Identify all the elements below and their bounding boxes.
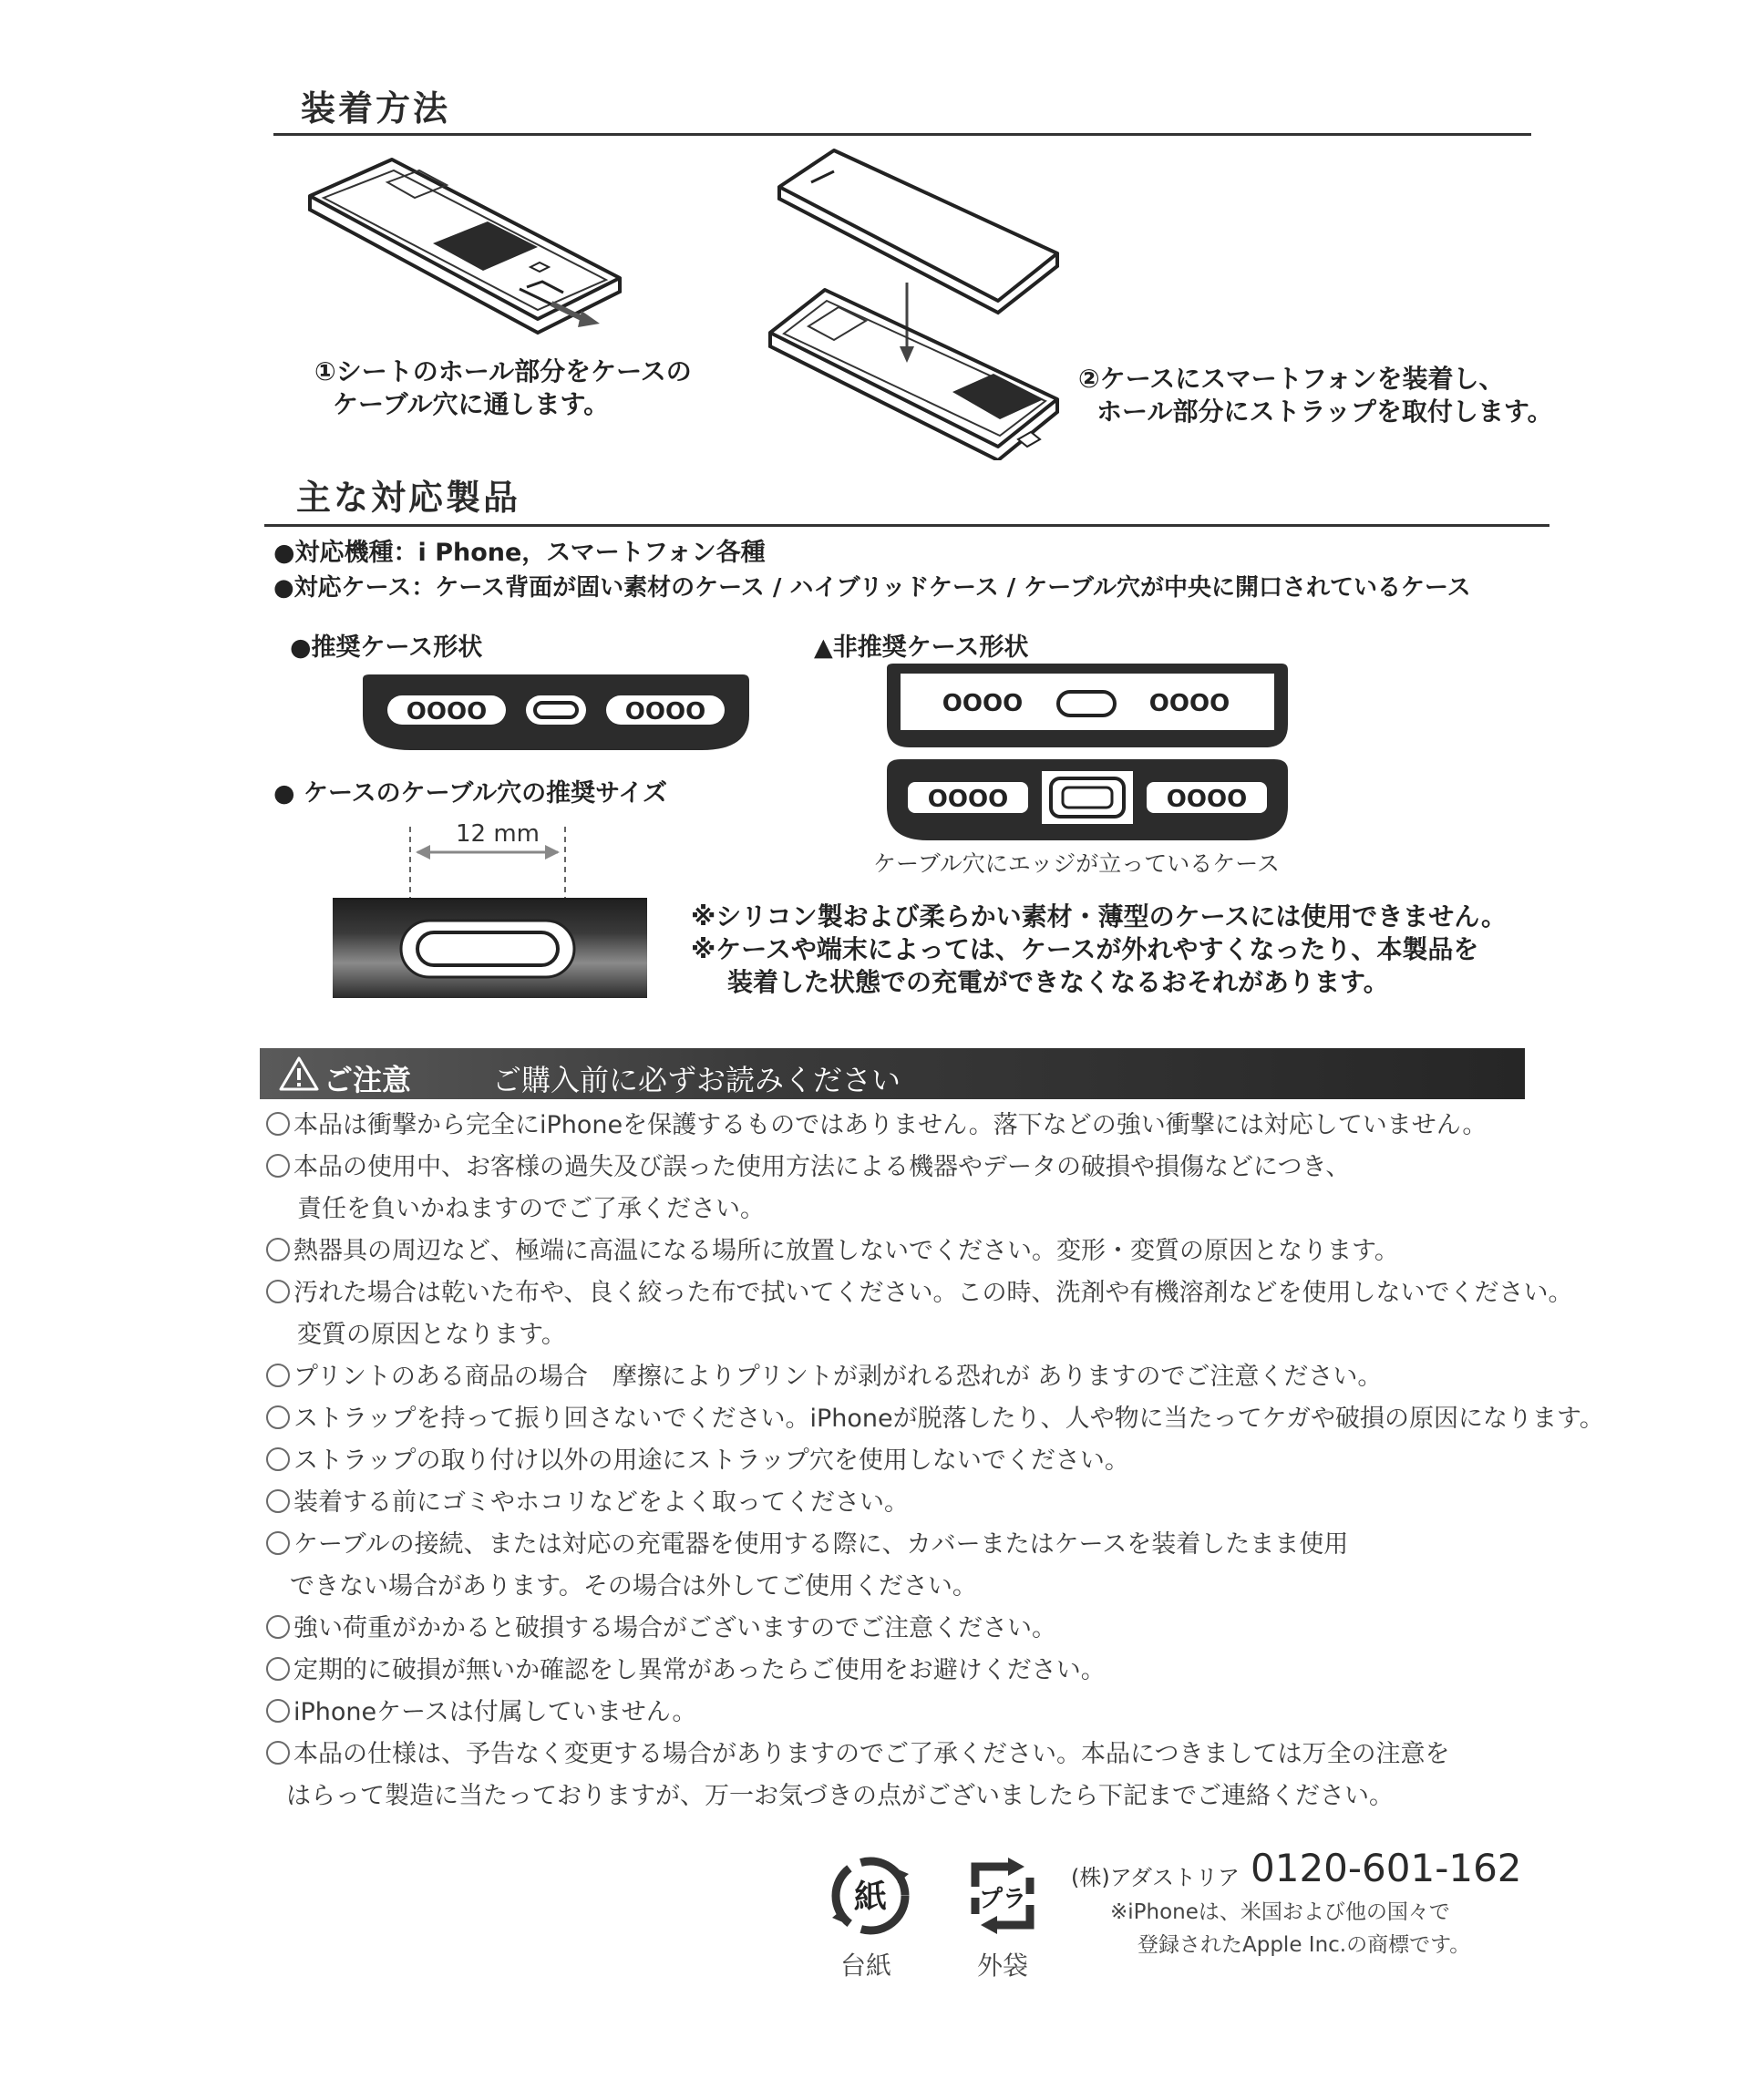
paper-recycle-icon	[825, 1850, 916, 1941]
circle-bullet-icon	[266, 1112, 290, 1136]
circle-bullet-icon	[266, 1364, 290, 1387]
caution-item: 強い荷重がかかると破損する場合がございますのでご注意ください。	[266, 1608, 1056, 1650]
circle-bullet-icon	[266, 1154, 290, 1178]
caution-heading: ご購入前に必ずお読みください	[492, 1063, 901, 1097]
caution-item: iPhoneケースは付属していません。	[266, 1692, 696, 1734]
edge-case-caption: ケーブル穴にエッジが立っているケース	[873, 850, 1281, 877]
warning-silicone: ※シリコン製および柔らかい素材・薄型のケースには使用できません。	[691, 901, 1507, 932]
warning-detach-line1: ※ケースや端末によっては、ケースが外れやすくなったり、本製品を	[691, 934, 1479, 964]
step2-caption-line2: ホール部分にストラップを取付します。	[1096, 396, 1553, 427]
circle-bullet-icon	[266, 1657, 290, 1681]
recommended-case-shape	[355, 670, 757, 757]
section-divider-products	[264, 524, 1549, 527]
section-title-install: 装着方法	[301, 88, 451, 129]
caution-item-continued: 責任を負いかねますのでご了承ください。	[297, 1195, 765, 1223]
caution-item: 本品の仕様は、予告なく変更する場合がありますのでご了承ください。本品につきましては万全の注意を	[266, 1734, 1449, 1776]
caution-item-continued: はらって製造に当たっておりますが、万一お気づきの点がございましたら下記までご連絡ください。	[286, 1782, 1394, 1810]
svg-text:OOOO: OOOO	[942, 690, 1024, 717]
caution-item: ストラップの取り付け以外の用途にストラップ穴を使用しないでください。	[266, 1440, 1129, 1482]
svg-text:OOOO: OOOO	[406, 698, 488, 726]
circle-bullet-icon	[266, 1741, 290, 1765]
plastic-recycle-icon	[957, 1850, 1048, 1941]
recommended-shape-label: ●推奨ケース形状	[290, 633, 483, 662]
svg-text:OOOO: OOOO	[927, 786, 1009, 813]
svg-text:OOOO: OOOO	[1166, 786, 1248, 813]
caution-item: プリントのある商品の場合 摩擦によりプリントが剥がれる恐れが ありますのでご注意ください。	[266, 1356, 1382, 1398]
step2-caption-line1: ②ケースにスマートフォンを装着し、	[1078, 364, 1505, 394]
section-title-products: 主な対応製品	[296, 478, 521, 518]
circle-bullet-icon	[266, 1699, 290, 1723]
trademark-note-line1: ※iPhoneは、米国および他の国々で	[1110, 1900, 1450, 1924]
circle-bullet-icon	[266, 1489, 290, 1513]
paper-mark-text: 紙	[853, 1879, 888, 1916]
section-divider	[273, 133, 1531, 136]
circle-bullet-icon	[266, 1615, 290, 1639]
step1-caption-line1: ①シートのホール部分をケースの	[314, 356, 692, 386]
trademark-note-line2: 登録されたApple Inc.の商標です。	[1138, 1933, 1471, 1957]
company-name: (株)アダストリア	[1071, 1865, 1240, 1890]
caution-item: 熱器具の周辺など、極端に高温になる場所に放置しないでください。変形・変質の原因となります。	[266, 1230, 1399, 1272]
case-with-sheet-illustration	[283, 150, 629, 346]
phone-into-case-illustration	[752, 141, 1071, 460]
caution-item: ケーブルの接続、または対応の充電器を使用する際に、カバーまたはケースを装着したまま使用	[266, 1524, 1348, 1566]
step1-caption-line2: ケーブル穴に通します。	[333, 389, 610, 419]
caution-item-continued: できない場合があります。その場合は外してご使用ください。	[290, 1572, 977, 1601]
caution-item: ストラップを持って振り回さないでください。iPhoneが脱落したり、人や物に当たってケガや破損の原因になります。	[266, 1398, 1604, 1440]
caution-item: 本品は衝撃から完全にiPhoneを保護するものではありません。落下などの強い衝撃には対応していません。	[266, 1105, 1487, 1147]
caution-badge-label: ご注意	[324, 1063, 412, 1097]
compatible-models: ●対応機種：i Phone，スマートフォン各種	[273, 539, 766, 567]
svg-text:OOOO: OOOO	[1148, 690, 1230, 717]
warning-triangle-icon	[278, 1055, 320, 1092]
contact-phone: 0120-601-162	[1251, 1846, 1522, 1890]
caution-banner	[260, 1048, 1525, 1099]
paper-recycle-label: 台紙	[840, 1951, 892, 1981]
not-recommended-case-shape-1	[882, 661, 1292, 752]
recommended-hole-size-label: ● ケースのケーブル穴の推奨サイズ	[273, 779, 668, 808]
warning-detach-line2: 装着した状態での充電ができなくなるおそれがあります。	[727, 967, 1389, 997]
caution-item: 汚れた場合は乾いた布や、良く絞った布で拭いてください。この時、洗剤や有機溶剤などを使用しないでください。	[266, 1272, 1572, 1314]
caution-item: 装着する前にゴミやホコリなどをよく取ってください。	[266, 1482, 909, 1524]
circle-bullet-icon	[266, 1405, 290, 1429]
circle-bullet-icon	[266, 1238, 290, 1261]
caution-item: 定期的に破損が無いか確認をし異常があったらご使用をお避けください。	[266, 1650, 1106, 1692]
plastic-mark-text: プラ	[978, 1886, 1027, 1913]
plastic-recycle-label: 外袋	[977, 1951, 1029, 1981]
circle-bullet-icon	[266, 1447, 290, 1471]
not-recommended-case-shape-2	[882, 757, 1292, 848]
circle-bullet-icon	[266, 1280, 290, 1303]
hole-size-value: 12 mm	[456, 820, 540, 848]
caution-item-continued: 変質の原因となります。	[297, 1321, 566, 1349]
not-recommended-shape-label: ▲非推奨ケース形状	[814, 633, 1029, 662]
svg-text:OOOO: OOOO	[624, 698, 706, 726]
circle-bullet-icon	[266, 1531, 290, 1555]
caution-item: 本品の使用中、お客様の過失及び誤った使用方法による機器やデータの破損や損傷などにつき、	[266, 1147, 1350, 1189]
compatible-cases: ●対応ケース：ケース背面が固い素材のケース / ハイブリッドケース / ケーブル穴が中央に開口されているケース	[273, 574, 1471, 602]
